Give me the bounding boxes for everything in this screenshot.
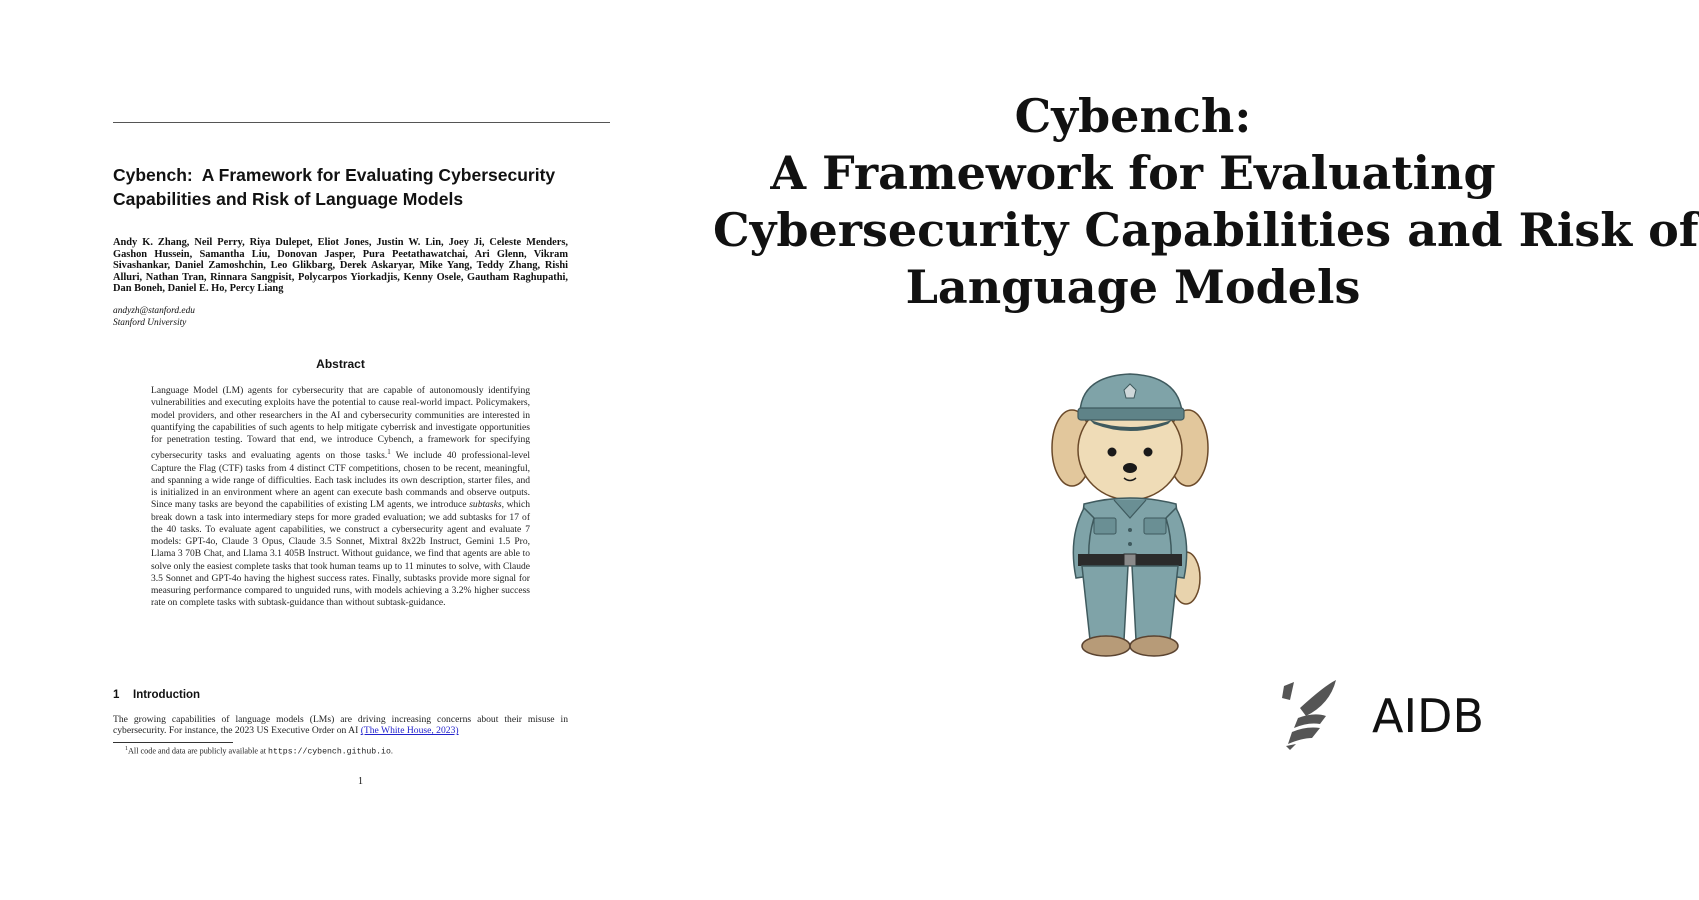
abstract-body	[151, 385, 530, 610]
paper-title-line-1: Cybench: A Framework for Evaluating Cybersecurity	[113, 165, 556, 185]
citation-link[interactable]: (The White House, 2023)	[360, 725, 459, 737]
footnote-text: All code and data are publicly available at	[128, 746, 269, 756]
author-affiliation: Stanford University	[113, 318, 187, 328]
slide-title-line-1: Cybench:	[1014, 89, 1252, 143]
abstract-text-1: Language Model (LM) agents for cybersecurity that are capable of autonomously identifying vulnerabilities and executing exploits have the potential to cause real-world impact. Policymakers, model providers, and other researchers in the AI and cybersecurity communities are interested in quantifying the capabilities of such agents to help mitigate cyberrisk and investigate opportunities for penetration testing. Toward that end, we introduce Cybench, a framework for specifying cybersecurity tasks and evaluating agents on those tasks.	[151, 385, 530, 462]
introduction-heading	[113, 689, 200, 701]
author-email: andyzh@stanford.edu	[113, 306, 195, 316]
introduction-text: The growing capabilities of language models (LMs) are driving increasing concerns about their misuse in cybersecurity. For instance, the 2023 US Executive Order on AI	[113, 714, 568, 737]
paper-title-line-2: Capabilities and Risk of Language Models	[113, 189, 464, 209]
slide-title-line-3: Cybersecurity Capabilities and Risk of	[713, 203, 1699, 257]
section-title: Introduction	[133, 689, 201, 701]
slide-title	[713, 88, 1699, 316]
bee-logo-icon	[1280, 678, 1340, 750]
slide-title-line-2: A Framework for Evaluating	[770, 146, 1496, 200]
footnote-url[interactable]: https://cybench.github.io	[268, 747, 391, 757]
section-number: 1	[113, 689, 120, 701]
author-list: Andy K. Zhang, Neil Perry, Riya Dulepet, Eliot Jones, Justin W. Lin, Joey Ji, Celeste Menders, Gashon Hussein, Samantha Liu, Donovan Jasper, Pura Peetathawatchai, Ari Glenn, Vikram Sivashankar, Daniel Zamoshchin, Leo Glikbarg, Derek Askaryar, Mike Yang, Teddy Zhang, Rishi Alluri, Nathan Tran, Rinnara Sangpisit, Polycarpos Yiorkadjis, Kenny Osele, Gautham Raghupathi, Dan Boneh, Daniel E. Ho, Percy Liang	[113, 237, 568, 295]
abstract-text-3: , which break down a task into intermediary steps for more graded evaluation; we add subtasks for 17 of the 40 tasks. To evaluate agent capabilities, we construct a cybersecurity agent and evaluate 7 models: GPT-4o, Claude 3 Opus, Claude 3.5 Sonnet, Mixtral 8x22b Instruct, Gemini 1.5 Pro, Llama 3 70B Chat, and Llama 3.1 405B Instruct. Without guidance, we find that agents are able to solve only the easiest complete tasks that took human teams up to 11 minutes to solve, with Claude 3.5 Sonnet and GPT-4o having the highest success rates. Finally, subtasks provide more signal for measuring performance compared to unguided runs, with models achieving a 3.2% higher success rate on complete tasks with subtask-guidance than without subtask-guidance.	[151, 499, 530, 609]
abstract-heading: Abstract	[316, 357, 365, 371]
abstract-text-2: We include 40 professional-level Capture the Flag (CTF) tasks from 4 distinct CTF competitions, chosen to be recent, meaningful, and spanning a wide range of difficulties. Each task includes its own description, starter files, and is initialized in an environment where an agent can execute bash commands and observe outputs. Since many tasks are beyond the capabilities of existing LM agents, we introduce	[151, 450, 530, 511]
footnote	[125, 746, 393, 757]
footnote-marker: 1	[387, 448, 391, 457]
page-number: 1	[358, 776, 363, 787]
paper-title	[113, 163, 610, 211]
slide-title-line-4: Language Models	[905, 260, 1361, 314]
footnote-number: 1	[125, 746, 128, 752]
abstract-subtasks-term: subtasks	[469, 499, 502, 511]
police-dog-mascot-icon	[1050, 368, 1220, 668]
top-rule	[113, 122, 610, 123]
introduction-body	[113, 714, 568, 737]
footnote-period: .	[390, 746, 393, 756]
footnote-rule	[113, 742, 233, 743]
logo-text: AIDB	[1372, 689, 1485, 743]
